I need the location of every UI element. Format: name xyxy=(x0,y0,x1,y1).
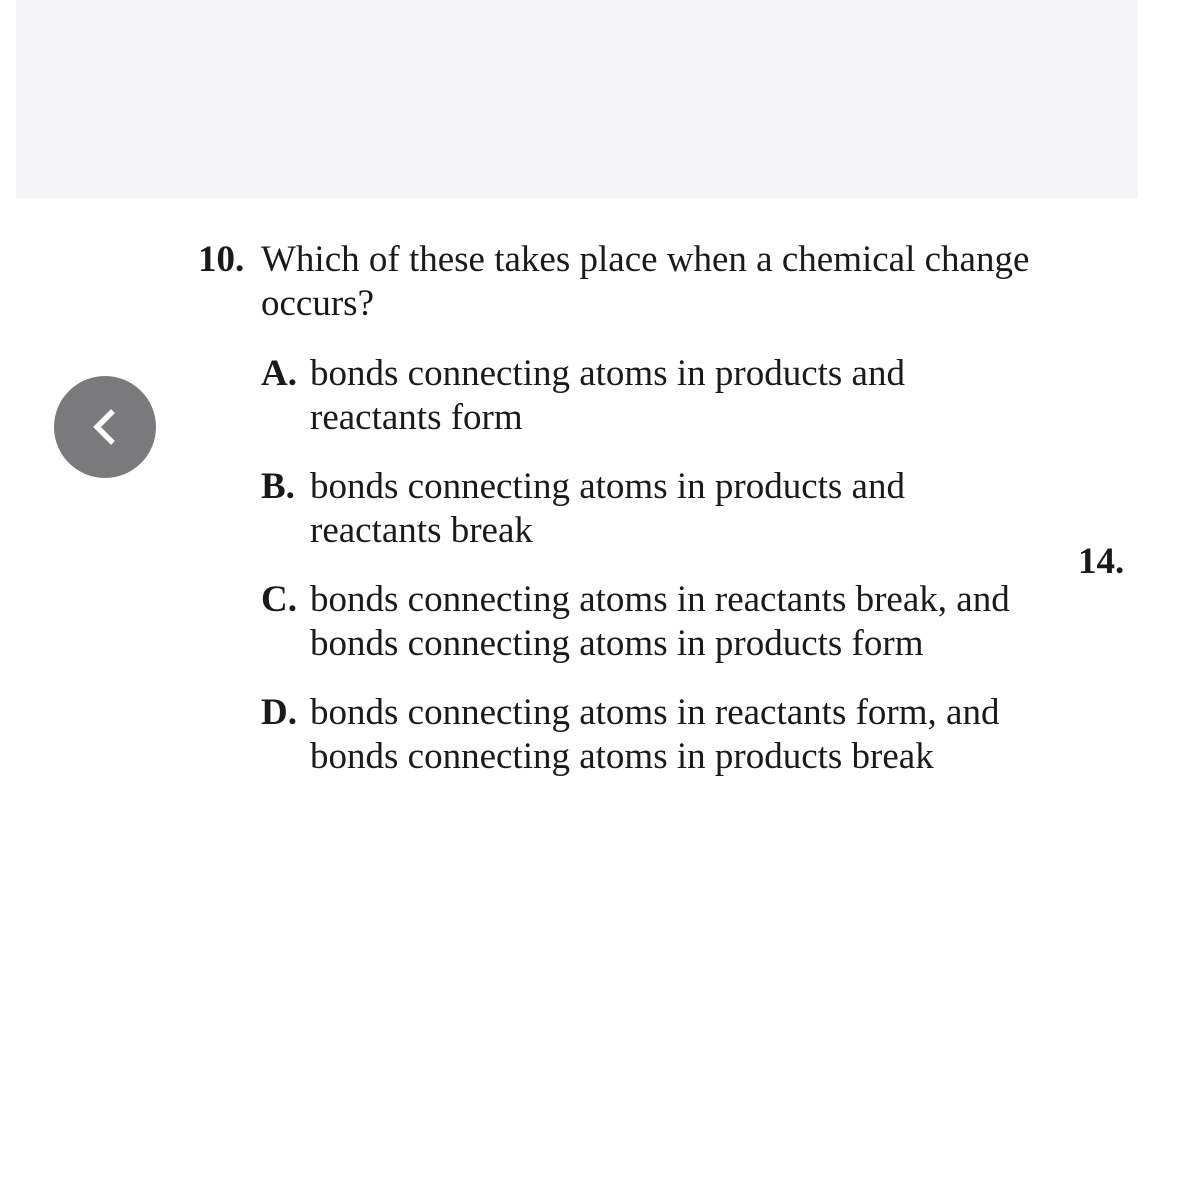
back-button[interactable] xyxy=(54,376,156,478)
option-letter: C. xyxy=(261,579,297,620)
option-text: bonds connecting atoms in products and reactants form xyxy=(310,353,905,438)
option-letter: B. xyxy=(261,466,295,507)
option-text: bonds connecting atoms in reactants break, and bonds connecting atoms in products form xyxy=(310,579,1010,664)
option-c[interactable] xyxy=(261,578,1038,666)
option-letter: A. xyxy=(261,353,297,394)
option-text: bonds connecting atoms in reactants form, and bonds connecting atoms in products break xyxy=(310,692,1000,777)
next-question-number: 14. xyxy=(1078,541,1125,582)
option-letter: D. xyxy=(261,692,297,733)
option-text: bonds connecting atoms in products and reactants break xyxy=(310,466,905,551)
option-b[interactable] xyxy=(261,465,1038,553)
question-number: 10. xyxy=(198,239,245,280)
answer-options xyxy=(261,352,1038,779)
option-a[interactable] xyxy=(261,352,1038,440)
question-block xyxy=(198,238,1038,804)
question-text: Which of these takes place when a chemical change occurs? xyxy=(261,239,1030,324)
chevron-left-icon xyxy=(85,407,125,447)
top-banner xyxy=(16,0,1138,198)
option-d[interactable] xyxy=(261,691,1038,779)
